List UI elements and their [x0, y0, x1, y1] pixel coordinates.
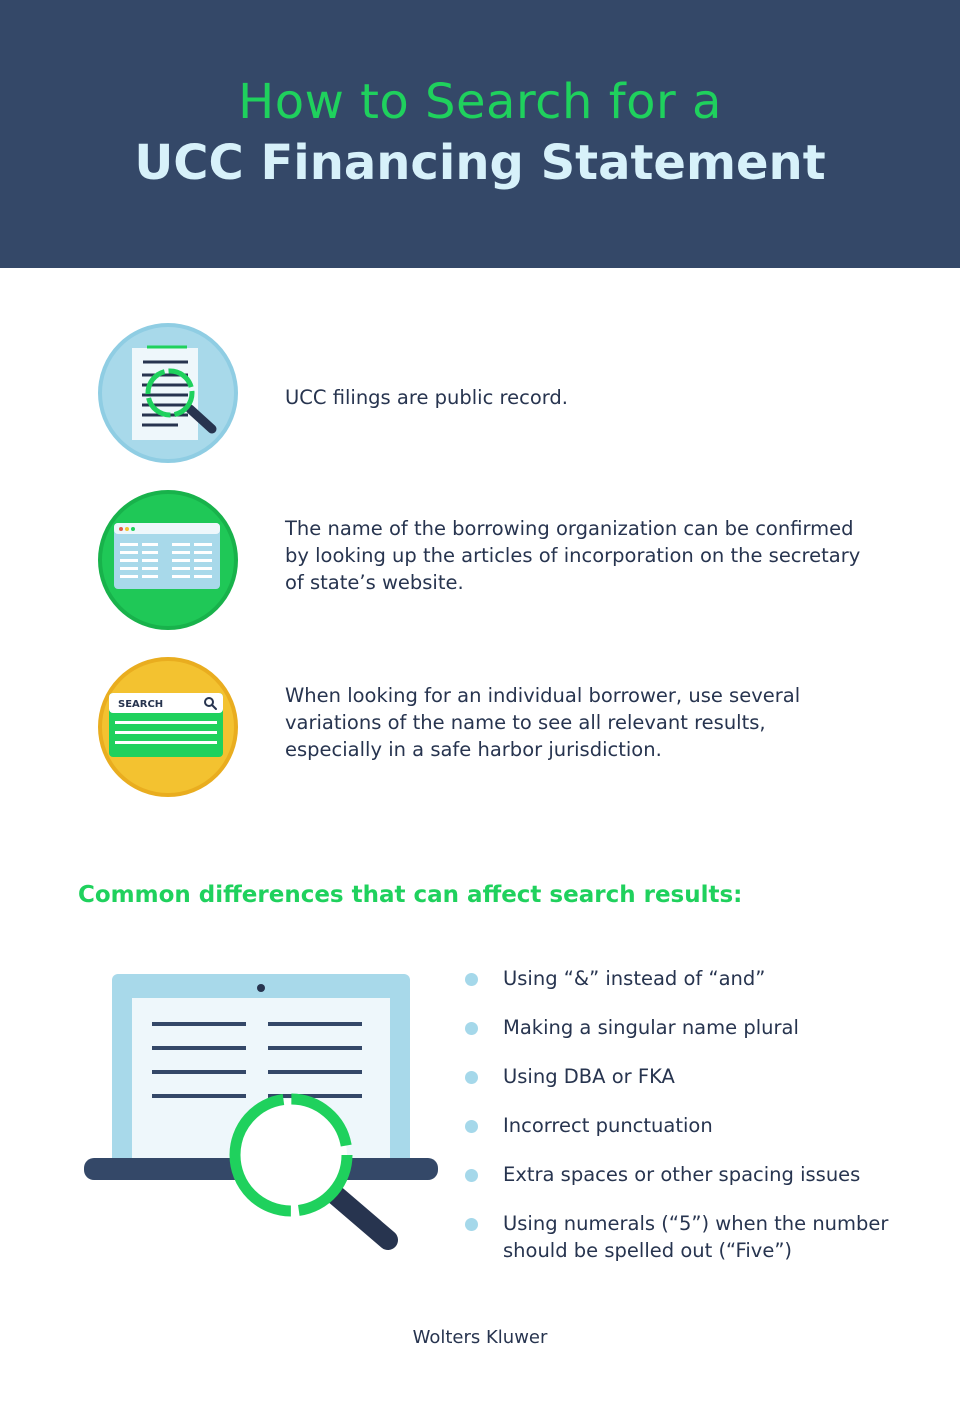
- bullet-icon: [465, 1218, 478, 1231]
- title-line-1: How to Search for a: [238, 74, 722, 130]
- bullet-icon: [465, 973, 478, 986]
- browser-window-icon: [98, 490, 238, 630]
- bullet-icon: [465, 1022, 478, 1035]
- fact-text: UCC filings are public record.: [285, 386, 569, 409]
- search-bar-icon: [98, 657, 238, 797]
- list-item: Extra spaces or other spacing issues: [462, 1161, 942, 1188]
- fact-individual-borrower: [98, 657, 898, 797]
- fact-borrowing-organization: [98, 490, 898, 630]
- fact-text: When looking for an individual borrower, use several variations of the name to see all relevant results, especially in a safe harbor jurisdiction.: [285, 684, 801, 761]
- fact-public-record: [98, 323, 898, 463]
- bullet-icon: [465, 1169, 478, 1182]
- list-item: Using “&” instead of “and”: [462, 965, 942, 992]
- list-item: Using numerals (“5”) when the number should be spelled out (“Five”): [462, 1210, 942, 1264]
- section-heading: Common differences that can affect search results:: [78, 882, 743, 908]
- bullet-icon: [465, 1071, 478, 1084]
- header-banner: [0, 0, 960, 268]
- laptop-magnifier-icon: [82, 970, 442, 1255]
- bullet-icon: [465, 1120, 478, 1133]
- document-magnifier-icon: [98, 323, 238, 463]
- differences-list: [462, 965, 942, 1286]
- footer-brand: Wolters Kluwer: [412, 1327, 548, 1348]
- list-item: Using DBA or FKA: [462, 1063, 942, 1090]
- title-line-2: UCC Financing Statement: [134, 135, 826, 191]
- list-item: Incorrect punctuation: [462, 1112, 942, 1139]
- list-item: Making a singular name plural: [462, 1014, 942, 1041]
- search-label: SEARCH: [118, 699, 164, 710]
- fact-text: The name of the borrowing organization can be confirmed by looking up the articles of incorporation on the secretary of state’s website.: [285, 517, 861, 594]
